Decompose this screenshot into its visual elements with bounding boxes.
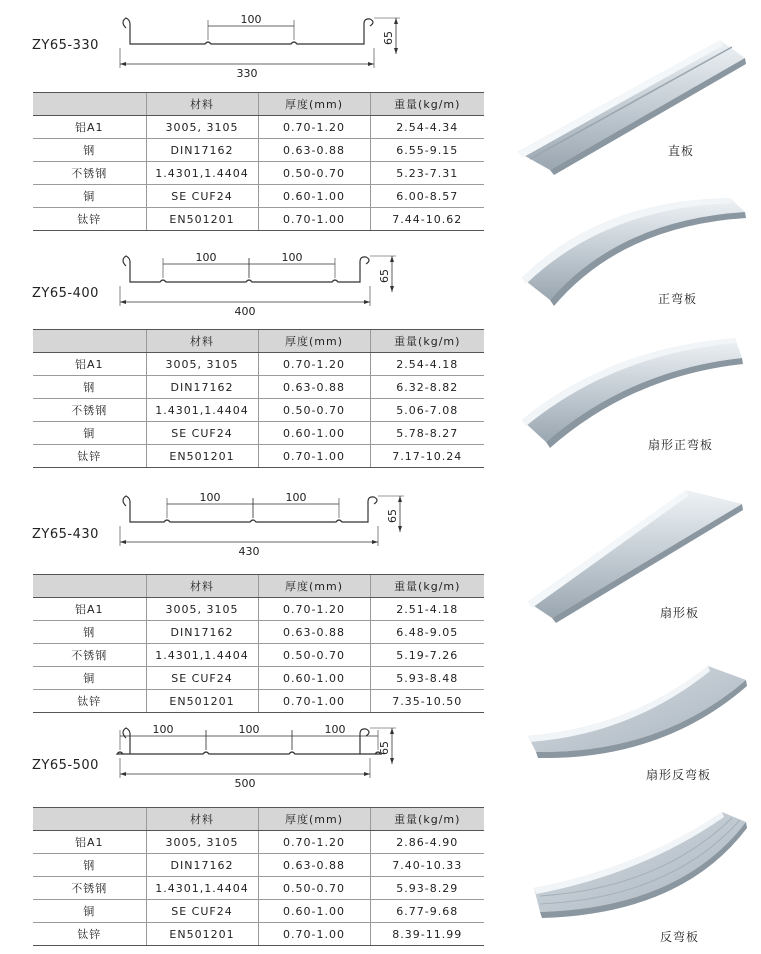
table-cell: 0.60-1.00: [258, 900, 370, 923]
table-cell: 2.51-4.18: [370, 598, 484, 621]
table-cell: 1.4301,1.4404: [146, 162, 258, 185]
cross-section-diagram: [110, 252, 410, 332]
table-cell: 2.86-4.90: [370, 831, 484, 854]
table-row: [33, 621, 484, 644]
table-cell: 不锈钢: [33, 877, 146, 900]
table-cell: SE CUF24: [146, 667, 258, 690]
table-cell: 0.60-1.00: [258, 185, 370, 208]
panel-straight: [510, 20, 750, 170]
table-cell: 钢: [33, 621, 146, 644]
table-cell: 7.17-10.24: [370, 445, 484, 468]
table-cell: 0.50-0.70: [258, 399, 370, 422]
arrow-head: [394, 48, 398, 54]
model-code: ZY65-330: [32, 38, 99, 53]
header-cell: 材料: [146, 575, 258, 598]
table-cell: SE CUF24: [146, 900, 258, 923]
height-label: 65: [378, 741, 391, 755]
arrow-head: [398, 496, 402, 502]
header-cell: 厚度(mm): [258, 93, 370, 116]
table-header-row: [33, 575, 484, 598]
width-label: 330: [236, 67, 258, 80]
table-cell: 2.54-4.34: [370, 116, 484, 139]
table-cell: 0.50-0.70: [258, 162, 370, 185]
table-cell: 铜: [33, 422, 146, 445]
table-cell: 3005, 3105: [146, 116, 258, 139]
panel-convex-curved: [510, 190, 750, 310]
header-cell: 重量(kg/m): [370, 330, 484, 353]
table-cell: EN501201: [146, 690, 258, 713]
table-cell: 铝A1: [33, 353, 146, 376]
table-cell: DIN17162: [146, 139, 258, 162]
table-cell: 铝A1: [33, 116, 146, 139]
arrow-head: [390, 728, 394, 734]
table-cell: 0.60-1.00: [258, 422, 370, 445]
table-cell: 0.60-1.00: [258, 667, 370, 690]
header-cell: 重量(kg/m): [370, 575, 484, 598]
panel-concave-curved: [510, 808, 750, 948]
table-cell: 铝A1: [33, 831, 146, 854]
table-header-row: [33, 808, 484, 831]
width-label: 500: [234, 777, 256, 790]
pitch-label: 100: [281, 251, 303, 264]
model-code: ZY65-500: [32, 758, 99, 773]
table-cell: 铜: [33, 667, 146, 690]
tapered-concave-panel-icon: [510, 658, 750, 778]
pitch-label: 100: [324, 723, 346, 736]
table-cell: 6.32-8.82: [370, 376, 484, 399]
table-cell: 5.23-7.31: [370, 162, 484, 185]
table-cell: 1.4301,1.4404: [146, 644, 258, 667]
model-code: ZY65-430: [32, 527, 99, 542]
table-cell: 钛锌: [33, 690, 146, 713]
table-cell: 钢: [33, 854, 146, 877]
table-cell: 钛锌: [33, 923, 146, 946]
arrow-head: [398, 526, 402, 532]
header-cell: 重量(kg/m): [370, 808, 484, 831]
table-cell: 0.70-1.20: [258, 831, 370, 854]
header-cell: [33, 330, 146, 353]
header-cell: 厚度(mm): [258, 808, 370, 831]
table-cell: 不锈钢: [33, 644, 146, 667]
table-cell: 7.44-10.62: [370, 208, 484, 231]
spec-table: [33, 807, 484, 946]
height-label: 65: [386, 509, 399, 523]
table-cell: 6.77-9.68: [370, 900, 484, 923]
table-cell: 7.40-10.33: [370, 854, 484, 877]
cross-section-diagram: [110, 14, 410, 94]
arrow-head: [120, 62, 126, 66]
table-row: [33, 690, 484, 713]
table-cell: 8.39-11.99: [370, 923, 484, 946]
table-cell: 3005, 3105: [146, 353, 258, 376]
width-label: 430: [238, 545, 260, 558]
arrow-head: [372, 540, 378, 544]
spec-table: [33, 574, 484, 713]
panel-tapered-concave: [510, 658, 750, 782]
table-cell: 5.06-7.08: [370, 399, 484, 422]
pitch-label: 100: [285, 491, 307, 504]
table-row: [33, 116, 484, 139]
table-row: [33, 208, 484, 231]
cross-section-diagram: [110, 492, 410, 572]
table-row: [33, 644, 484, 667]
table-cell: 5.93-8.48: [370, 667, 484, 690]
concave-curved-panel-icon: [510, 808, 750, 948]
arrow-head: [120, 540, 126, 544]
table-cell: DIN17162: [146, 854, 258, 877]
table-row: [33, 667, 484, 690]
arrow-head: [364, 772, 370, 776]
table-header-row: [33, 93, 484, 116]
header-cell: 材料: [146, 330, 258, 353]
cross-section-diagram: [110, 724, 410, 804]
table-row: [33, 831, 484, 854]
panel-label: 扇形反弯板: [646, 768, 712, 782]
table-row: [33, 854, 484, 877]
table-cell: 0.70-1.20: [258, 116, 370, 139]
table-cell: 6.00-8.57: [370, 185, 484, 208]
table-cell: 0.63-0.88: [258, 139, 370, 162]
table-row: [33, 376, 484, 399]
straight-panel-icon: [510, 20, 750, 170]
table-row: [33, 598, 484, 621]
table-cell: 钢: [33, 139, 146, 162]
tapered-convex-panel-icon: [510, 330, 750, 460]
table-cell: 0.50-0.70: [258, 644, 370, 667]
header-cell: [33, 575, 146, 598]
table-cell: 2.54-4.18: [370, 353, 484, 376]
pitch-label: 100: [199, 491, 221, 504]
table-cell: 3005, 3105: [146, 831, 258, 854]
pitch-label: 100: [195, 251, 217, 264]
panel-tapered-convex: [510, 330, 750, 460]
header-cell: 重量(kg/m): [370, 93, 484, 116]
table-cell: 0.63-0.88: [258, 376, 370, 399]
arrow-head: [364, 300, 370, 304]
pitch-label: 100: [238, 723, 260, 736]
table-cell: 钢: [33, 376, 146, 399]
table-cell: EN501201: [146, 445, 258, 468]
table-cell: 7.35-10.50: [370, 690, 484, 713]
table-cell: 铜: [33, 900, 146, 923]
table-cell: 钛锌: [33, 445, 146, 468]
table-cell: 钛锌: [33, 208, 146, 231]
table-cell: 不锈钢: [33, 162, 146, 185]
table-row: [33, 185, 484, 208]
table-row: [33, 923, 484, 946]
table-cell: DIN17162: [146, 376, 258, 399]
arrow-head: [390, 286, 394, 292]
table-cell: 1.4301,1.4404: [146, 877, 258, 900]
table-header-row: [33, 330, 484, 353]
table-cell: 0.70-1.20: [258, 353, 370, 376]
panel-label: 直板: [668, 144, 695, 158]
table-row: [33, 445, 484, 468]
table-cell: 1.4301,1.4404: [146, 399, 258, 422]
table-row: [33, 162, 484, 185]
table-cell: DIN17162: [146, 621, 258, 644]
arrow-head: [390, 256, 394, 262]
table-cell: 铝A1: [33, 598, 146, 621]
table-cell: EN501201: [146, 923, 258, 946]
table-cell: 不锈钢: [33, 399, 146, 422]
arrow-head: [394, 18, 398, 24]
arrow-head: [120, 300, 126, 304]
table-cell: SE CUF24: [146, 422, 258, 445]
header-cell: 材料: [146, 93, 258, 116]
width-label: 400: [234, 305, 256, 318]
arrow-head: [390, 758, 394, 764]
spec-table: [33, 92, 484, 231]
table-cell: 5.19-7.26: [370, 644, 484, 667]
table-cell: 0.63-0.88: [258, 621, 370, 644]
panel-label: 扇形板: [660, 606, 700, 620]
table-cell: 6.48-9.05: [370, 621, 484, 644]
table-row: [33, 422, 484, 445]
header-cell: 厚度(mm): [258, 330, 370, 353]
table-cell: 0.70-1.20: [258, 598, 370, 621]
pitch-label: 100: [152, 723, 174, 736]
profile-outline: [123, 256, 369, 282]
height-label: 65: [378, 269, 391, 283]
table-row: [33, 877, 484, 900]
table-row: [33, 399, 484, 422]
table-cell: 5.93-8.29: [370, 877, 484, 900]
pitch-label: 100: [240, 13, 262, 26]
height-label: 65: [382, 31, 395, 45]
table-cell: SE CUF24: [146, 185, 258, 208]
table-cell: 0.70-1.00: [258, 208, 370, 231]
table-cell: 0.63-0.88: [258, 854, 370, 877]
table-row: [33, 353, 484, 376]
arrow-head: [368, 62, 374, 66]
table-row: [33, 139, 484, 162]
table-cell: 铜: [33, 185, 146, 208]
panel-label: 扇形正弯板: [648, 438, 714, 452]
header-cell: 材料: [146, 808, 258, 831]
header-cell: [33, 808, 146, 831]
table-cell: 6.55-9.15: [370, 139, 484, 162]
header-cell: 厚度(mm): [258, 575, 370, 598]
header-cell: [33, 93, 146, 116]
table-cell: 0.50-0.70: [258, 877, 370, 900]
table-cell: 0.70-1.00: [258, 445, 370, 468]
spec-table: [33, 329, 484, 468]
panel-tapered: [510, 484, 750, 620]
table-cell: 3005, 3105: [146, 598, 258, 621]
panel-label: 正弯板: [658, 292, 698, 306]
table-cell: 5.78-8.27: [370, 422, 484, 445]
arrow-head: [120, 772, 126, 776]
table-cell: EN501201: [146, 208, 258, 231]
table-cell: 0.70-1.00: [258, 690, 370, 713]
tapered-panel-icon: [510, 484, 750, 614]
table-row: [33, 900, 484, 923]
convex-curved-panel-icon: [510, 190, 750, 310]
model-code: ZY65-400: [32, 286, 99, 301]
table-cell: 0.70-1.00: [258, 923, 370, 946]
panel-label: 反弯板: [660, 930, 700, 944]
